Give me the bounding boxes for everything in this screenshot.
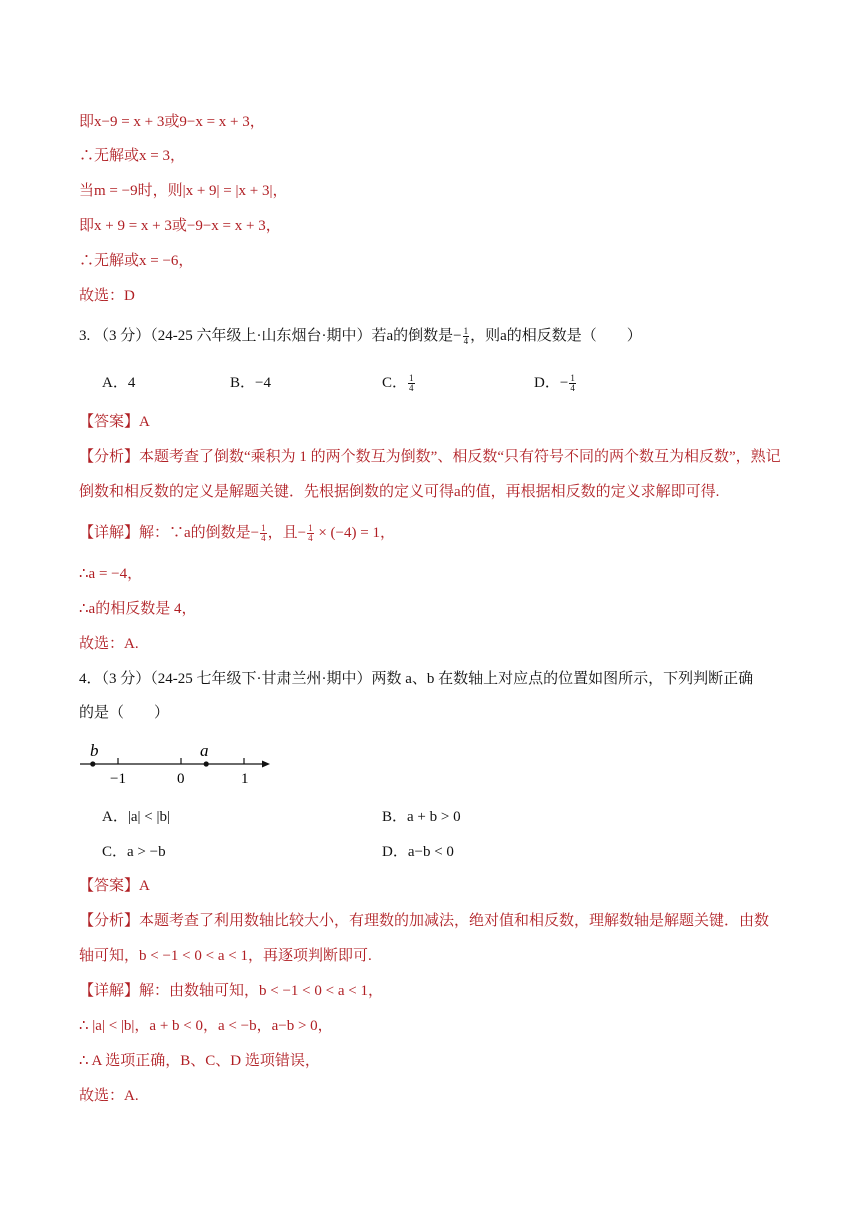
tick-label-minus-1: −1 — [110, 771, 126, 787]
fraction: $\frac{1}{4}$ — [463, 326, 469, 347]
option-c: C．a > −b — [102, 844, 166, 860]
tick-label-1: 1 — [241, 771, 249, 787]
question-4-stem-line-1: 4．（3 分）（24-25 七年级下·甘肃兰州·期中）两数 a、b 在数轴上对应点的位置如图所示，下列判断正确 — [79, 671, 754, 687]
point-a — [204, 761, 209, 766]
detail-line: 【详解】解：由数轴可知，b < −1 < 0 < a < 1， — [79, 983, 383, 999]
step-line-1: ∴ |a| < |b|，a + b < 0，a < −b，a−b > 0， — [79, 1018, 333, 1034]
analysis-line-1: 【分析】本题考查了利用数轴比较大小，有理数的加减法，绝对值和相反数，理解数轴是解题关键．由数 — [79, 913, 770, 929]
question-source: （24-25 六年级上·山东烟台·期中） — [150, 328, 372, 344]
question-stem-part: 若a的倒数是− — [371, 328, 462, 344]
analysis-line-1: 【分析】本题考查了倒数“乘积为 1 的两个数互为倒数”、相反数“只有符号不同的两个数互为相反数”，熟记 — [79, 449, 781, 465]
number-line-figure — [74, 738, 274, 786]
step-line-2: ∴a的相反数是 4， — [79, 601, 197, 617]
point-a-label: a — [200, 741, 209, 760]
solution-line-5: ∴无解或x = −6， — [79, 253, 194, 269]
solution-line-3: 当m = −9时，则|x + 9| = |x + 3|， — [79, 183, 288, 199]
question-score: （3 分） — [94, 328, 151, 344]
step-line-2: ∴ A 选项正确，B、C、D 选项错误， — [79, 1053, 320, 1069]
point-b-label: b — [90, 741, 99, 760]
question-number: 3. — [79, 328, 91, 344]
tick-label-0: 0 — [177, 771, 185, 787]
option-a: A．|a| < |b| — [102, 809, 170, 825]
fraction: $\frac{1}{4}$ — [261, 523, 266, 544]
solution-choose: 故选：A. — [79, 1088, 139, 1104]
step-line-1: ∴a = −4， — [79, 566, 143, 582]
point-b — [90, 761, 95, 766]
fraction: $\frac{1}{4}$ — [308, 523, 313, 544]
question-4-stem-line-2: 的是（ ） — [79, 705, 170, 721]
axis-arrow — [262, 761, 270, 768]
option-a: A．4 — [102, 375, 136, 391]
fraction: $\frac{1}{4}$ — [570, 373, 575, 394]
answer: 【答案】A — [79, 414, 150, 430]
option-b: B．a + b > 0 — [382, 809, 461, 825]
solution-line-4: 即x + 9 = x + 3或−9−x = x + 3， — [79, 218, 281, 234]
analysis-line-2: 倒数和相反数的定义是解题关键．先根据倒数的定义可得a的值，再根据相反数的定义求解即可得. — [79, 484, 720, 500]
fraction: $\frac{1}{4}$ — [409, 373, 414, 394]
option-d: D．a−b < 0 — [382, 844, 454, 860]
analysis-line-2: 轴可知，b < −1 < 0 < a < 1，再逐项判断即可. — [79, 948, 372, 964]
answer: 【答案】A — [79, 878, 150, 894]
solution-choose: 故选：A. — [79, 636, 139, 652]
detail-line: 【详解】解：∵a的倒数是− $\frac{1}{4}$ ，且− $\frac{1}{4}$ × (−4) = 1， — [79, 523, 395, 544]
question-3-stem — [79, 326, 642, 346]
option-b: B．−4 — [230, 375, 271, 391]
option-c: C． $\frac{1}{4}$ — [382, 373, 414, 394]
question-stem-part: ，则a的相反数是（ ） — [470, 328, 642, 344]
solution-line-2: ∴无解或x = 3， — [79, 148, 185, 164]
option-d: D．− $\frac{1}{4}$ — [534, 373, 575, 394]
solution-line-1: 即x−9 = x + 3或9−x = x + 3， — [79, 114, 265, 130]
solution-choose: 故选：D — [79, 288, 135, 304]
